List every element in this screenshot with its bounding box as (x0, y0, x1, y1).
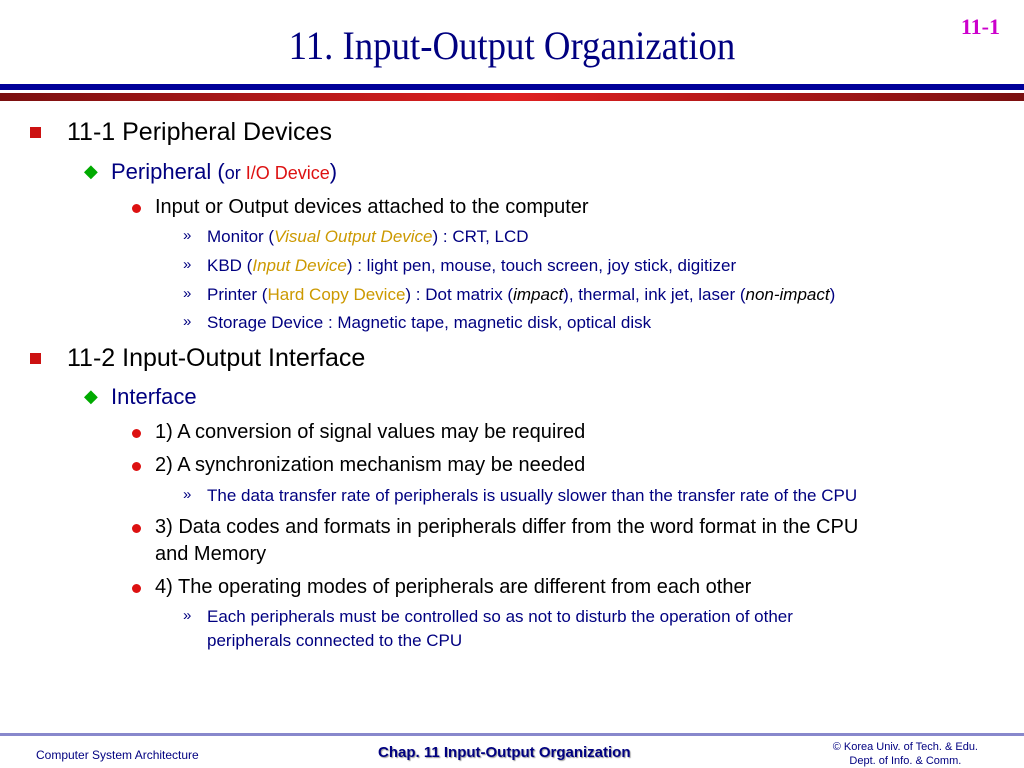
bullet-item (155, 196, 589, 219)
footer-divider (0, 733, 1024, 736)
text: ) (329, 159, 338, 184)
section-heading (67, 118, 332, 147)
text: Visual Output Device (274, 227, 433, 246)
sub-bullet-item (183, 227, 529, 247)
sub-bullet-item (183, 285, 836, 305)
text: Peripheral ( (111, 159, 225, 184)
chevron-bullet-icon: » (183, 607, 192, 624)
sub-bullet-item (183, 313, 652, 333)
chevron-bullet-icon: » (183, 227, 192, 244)
chevron-bullet-icon: » (183, 313, 192, 330)
chevron-bullet-icon: » (183, 256, 192, 273)
diamond-bullet-icon: ◆ (84, 386, 98, 406)
slide-title: 11. Input-Output Organization (288, 23, 736, 68)
footer-chapter: Chap. 11 Input-Output Organization (378, 744, 631, 761)
dot-bullet-icon (132, 524, 141, 533)
square-bullet-icon (30, 127, 41, 138)
chevron-bullet-icon: » (183, 285, 192, 302)
text: Interface (111, 384, 197, 409)
text: Each peripherals must be controlled so as not to disturb the operation of other (207, 607, 793, 626)
text: 2) A synchronization mechanism may be needed (155, 454, 586, 476)
header-divider-blue (0, 84, 1024, 90)
text: Monitor ( (207, 227, 275, 246)
bullet-item (155, 454, 585, 477)
text: or (224, 163, 246, 183)
chevron-bullet-icon: » (183, 486, 192, 503)
dot-bullet-icon (132, 204, 141, 213)
text: 4) The operating modes of peripherals are different from each other (155, 576, 752, 598)
text: Hard Copy Device (267, 285, 406, 304)
subheading (84, 159, 338, 185)
sub-bullet-item (183, 256, 737, 276)
text: ) : CRT, LCD (432, 227, 529, 246)
text: ) (829, 285, 836, 304)
text: 1) A conversion of signal values may be required (155, 421, 586, 443)
text: The data transfer rate of peripherals is usually slower than the transfer rate of the CPU (207, 486, 858, 505)
heading-text: 11-2 Input-Output Interface (67, 344, 366, 372)
text: KBD ( (207, 256, 253, 275)
square-bullet-icon (30, 353, 41, 364)
copyright-line: © Korea Univ. of Tech. & Edu. (832, 741, 978, 753)
text: non-impact (745, 285, 830, 304)
department-line: Dept. of Info. & Comm. (849, 755, 962, 767)
bullet-item (155, 421, 585, 444)
footer-copyright (833, 740, 978, 768)
dot-bullet-icon (132, 429, 141, 438)
sub-bullet-item (183, 486, 858, 506)
diamond-bullet-icon: ◆ (84, 161, 98, 181)
subheading (84, 384, 197, 410)
dot-bullet-icon (132, 584, 141, 593)
bullet-item (155, 516, 858, 539)
text: ), thermal, ink jet, laser ( (563, 285, 746, 304)
text: 3) Data codes and formats in peripherals differ from the word format in the CPU (155, 516, 859, 538)
sub-bullet-item (183, 607, 793, 627)
text: I/O Device (245, 163, 330, 183)
header-divider-red (0, 93, 1024, 101)
dot-bullet-icon (132, 462, 141, 471)
text: ) : Dot matrix ( (405, 285, 514, 304)
text: Input or Output devices attached to the computer (155, 196, 589, 218)
text: ) : light pen, mouse, touch screen, joy stick, digitizer (346, 256, 737, 275)
text: Input Device (252, 256, 347, 275)
text: impact (513, 285, 564, 304)
bullet-item (155, 576, 751, 599)
heading-text: 11-1 Peripheral Devices (67, 118, 332, 146)
text: Storage Device : Magnetic tape, magnetic disk, optical disk (207, 313, 652, 332)
slide-number: 11-1 (960, 14, 1000, 39)
footer-course: Computer System Architecture (36, 748, 199, 762)
bullet-item-continuation: and Memory (155, 543, 267, 565)
sub-bullet-continuation: peripherals connected to the CPU (207, 631, 463, 650)
section-heading (67, 344, 365, 373)
text: Printer ( (207, 285, 268, 304)
